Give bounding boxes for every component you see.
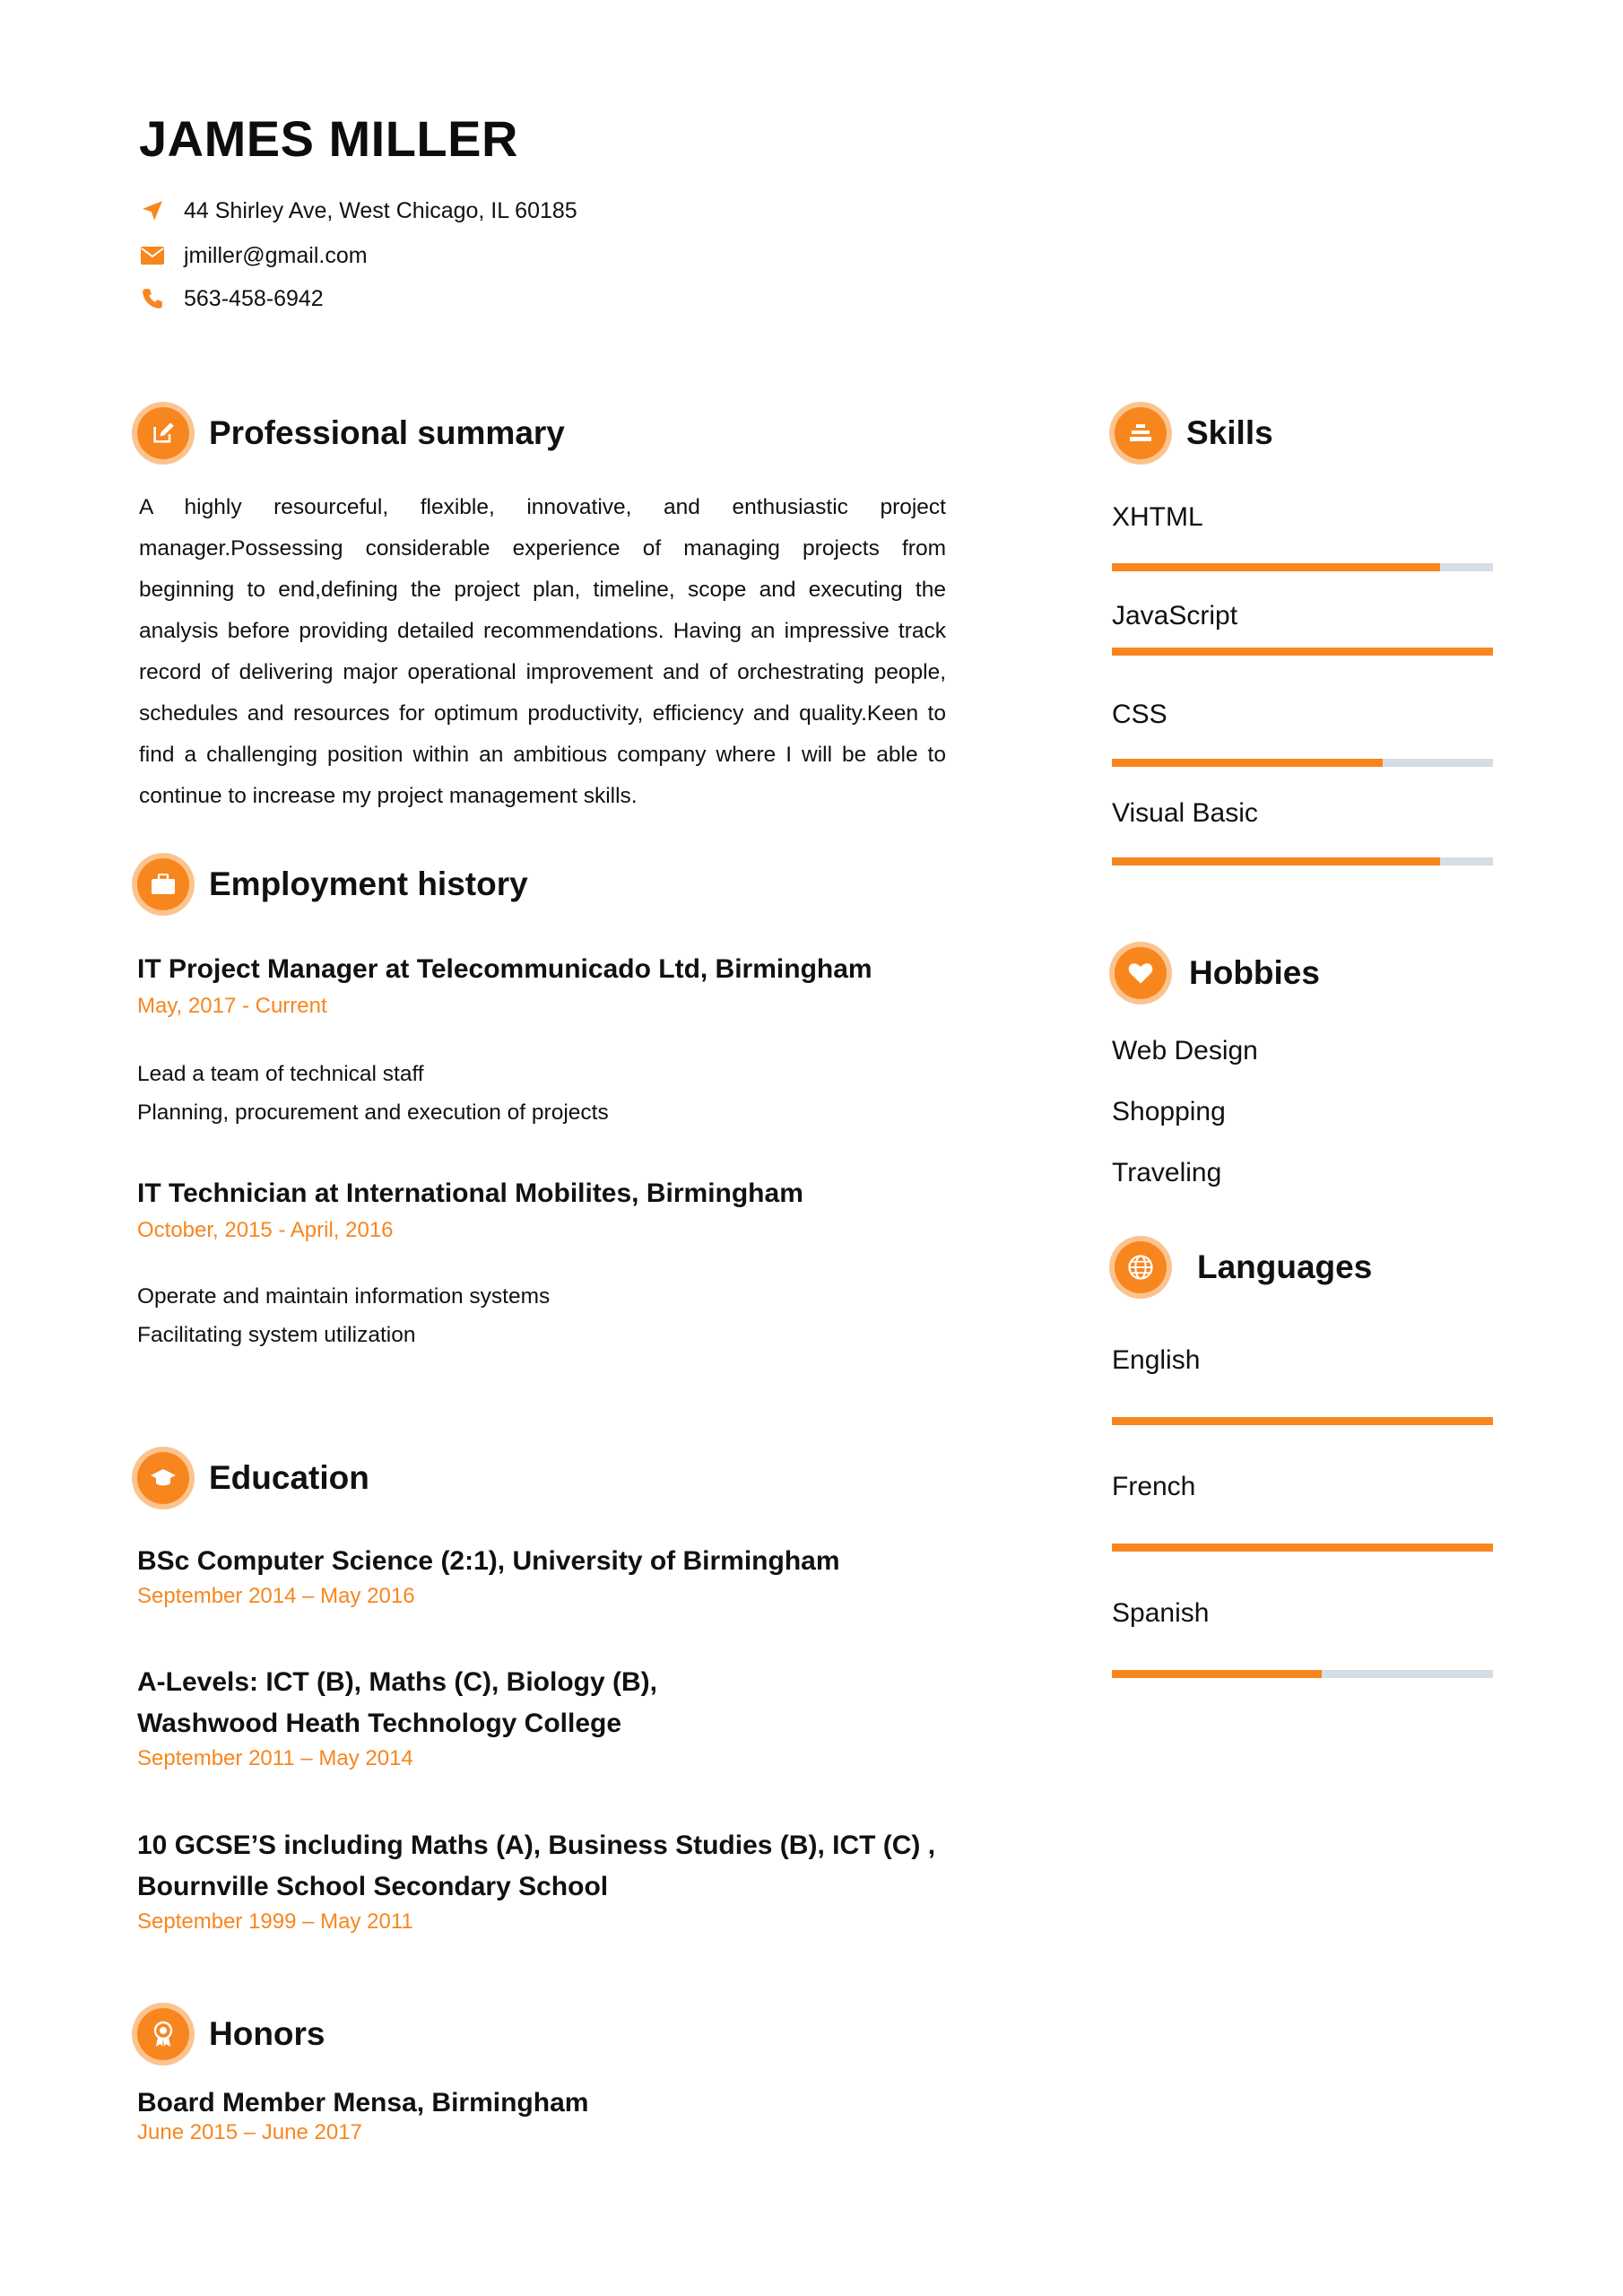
education-degree: A-Levels: ICT (B), Maths (C), Biology (B), xyxy=(137,1667,657,1697)
education-entry xyxy=(137,1825,989,1935)
language-name: Spanish xyxy=(1112,1598,1210,1628)
language-item xyxy=(1112,1472,1493,1598)
hobbies-title: Hobbies xyxy=(1189,954,1320,991)
job-entry xyxy=(137,1173,989,1354)
education-entry xyxy=(137,1541,989,1609)
heart-icon xyxy=(1115,947,1167,999)
skill-bar-fill xyxy=(1112,857,1440,865)
languages-section-header xyxy=(1107,1231,1372,1303)
edit-icon xyxy=(137,407,189,459)
skill-item xyxy=(1112,798,1493,897)
hobby-item: Traveling xyxy=(1112,1158,1222,1187)
job-date: May, 2017 - Current xyxy=(137,994,327,1018)
education-date: September 2014 – May 2016 xyxy=(137,1584,415,1608)
skill-item xyxy=(1112,502,1493,601)
job-date: October, 2015 - April, 2016 xyxy=(137,1218,394,1242)
education-degree: 10 GCSE’S including Maths (A), Business Studies (B), ICT (C) , xyxy=(137,1831,936,1860)
language-item xyxy=(1112,1598,1493,1725)
language-bar xyxy=(1112,1670,1493,1678)
hobby-item: Shopping xyxy=(1112,1097,1226,1126)
summary-text: A highly resourceful, flexible, innovative, and enthusiastic project manager.Possessing considerable experience of managing projects from beginning to end,defining the project plan, timeline, scope and executing the analysis before providing detailed recommendations. Having an impressive track record of delivering major operational improvement and of orchestrating people, schedules and resources for optimum productivity, efficiency and quality.Keen to find a challenging position within an ambitious company where I will be able to continue to increase my project management skills. xyxy=(139,495,946,808)
envelope-icon xyxy=(139,242,166,269)
location-arrow-icon xyxy=(139,197,166,224)
globe-icon xyxy=(1115,1241,1167,1293)
education-date: September 2011 – May 2014 xyxy=(137,1746,413,1770)
skills-title: Skills xyxy=(1186,414,1273,451)
briefcase-icon xyxy=(137,858,189,910)
skill-item xyxy=(1112,700,1493,798)
employment-title: Employment history xyxy=(209,865,528,902)
job-duty: Planning, procurement and execution of projects xyxy=(137,1100,609,1125)
honor-date: June 2015 – June 2017 xyxy=(137,2120,362,2144)
language-bar xyxy=(1112,1544,1493,1552)
honors-section-header xyxy=(130,1998,325,2070)
job-duty: Operate and maintain information systems xyxy=(137,1284,551,1309)
summary-title: Professional summary xyxy=(209,414,565,451)
skills-list xyxy=(1112,502,1493,897)
graduation-cap-icon xyxy=(137,1452,189,1504)
languages-title: Languages xyxy=(1197,1248,1373,1285)
education-section-header xyxy=(130,1442,369,1514)
language-bar-fill xyxy=(1112,1670,1322,1678)
award-ribbon-icon xyxy=(137,2008,189,2060)
summary-section-header xyxy=(130,397,565,469)
skill-bar-fill xyxy=(1112,759,1383,767)
language-name: English xyxy=(1112,1345,1201,1375)
skill-bar xyxy=(1112,759,1493,767)
honors-title: Honors xyxy=(209,2015,325,2052)
contact-email xyxy=(139,238,368,274)
hobbies-list xyxy=(1112,1036,1493,1219)
education-school: Bournville School Secondary School xyxy=(137,1872,609,1901)
language-name: French xyxy=(1112,1472,1196,1501)
skill-bar xyxy=(1112,857,1493,865)
phone-icon xyxy=(139,285,166,312)
education-entry xyxy=(137,1662,989,1771)
language-bar-fill xyxy=(1112,1544,1493,1552)
hobby-item: Web Design xyxy=(1112,1036,1258,1065)
skill-bar xyxy=(1112,563,1493,571)
skill-name: JavaScript xyxy=(1112,601,1238,631)
job-duty: Lead a team of technical staff xyxy=(137,1062,424,1086)
skill-item xyxy=(1112,601,1493,700)
skill-bar-fill xyxy=(1112,648,1493,656)
job-duty: Facilitating system utilization xyxy=(137,1323,416,1347)
contact-address xyxy=(139,193,577,229)
language-bar xyxy=(1112,1417,1493,1425)
education-date: September 1999 – May 2011 xyxy=(137,1909,413,1934)
languages-list xyxy=(1112,1345,1493,1725)
address-text: 44 Shirley Ave, West Chicago, IL 60185 xyxy=(184,197,577,223)
honor-title: Board Member Mensa, Birmingham xyxy=(137,2088,589,2118)
candidate-name: JAMES MILLER xyxy=(139,110,518,167)
skills-section-header xyxy=(1107,397,1273,469)
job-title: IT Project Manager at Telecommunicado Ltd, Birmingham xyxy=(137,954,872,984)
skill-name: XHTML xyxy=(1112,502,1203,532)
stack-icon xyxy=(1115,407,1167,459)
skill-bar xyxy=(1112,648,1493,656)
email-link[interactable]: jmiller@gmail.com xyxy=(184,242,368,268)
job-title: IT Technician at International Mobilites, Birmingham xyxy=(137,1178,803,1208)
education-title: Education xyxy=(209,1459,369,1496)
hobbies-section-header xyxy=(1107,937,1320,1009)
phone-text: 563-458-6942 xyxy=(184,285,324,311)
skill-name: Visual Basic xyxy=(1112,798,1258,828)
contact-phone xyxy=(139,281,324,317)
language-bar-fill xyxy=(1112,1417,1493,1425)
language-item xyxy=(1112,1345,1493,1472)
employment-section-header xyxy=(130,848,528,920)
job-entry xyxy=(137,949,989,1132)
education-degree: BSc Computer Science (2:1), University of Birmingham xyxy=(137,1546,840,1576)
education-school: Washwood Heath Technology College xyxy=(137,1709,622,1738)
skill-bar-fill xyxy=(1112,563,1440,571)
skill-name: CSS xyxy=(1112,700,1167,729)
honor-entry xyxy=(137,2083,989,2145)
